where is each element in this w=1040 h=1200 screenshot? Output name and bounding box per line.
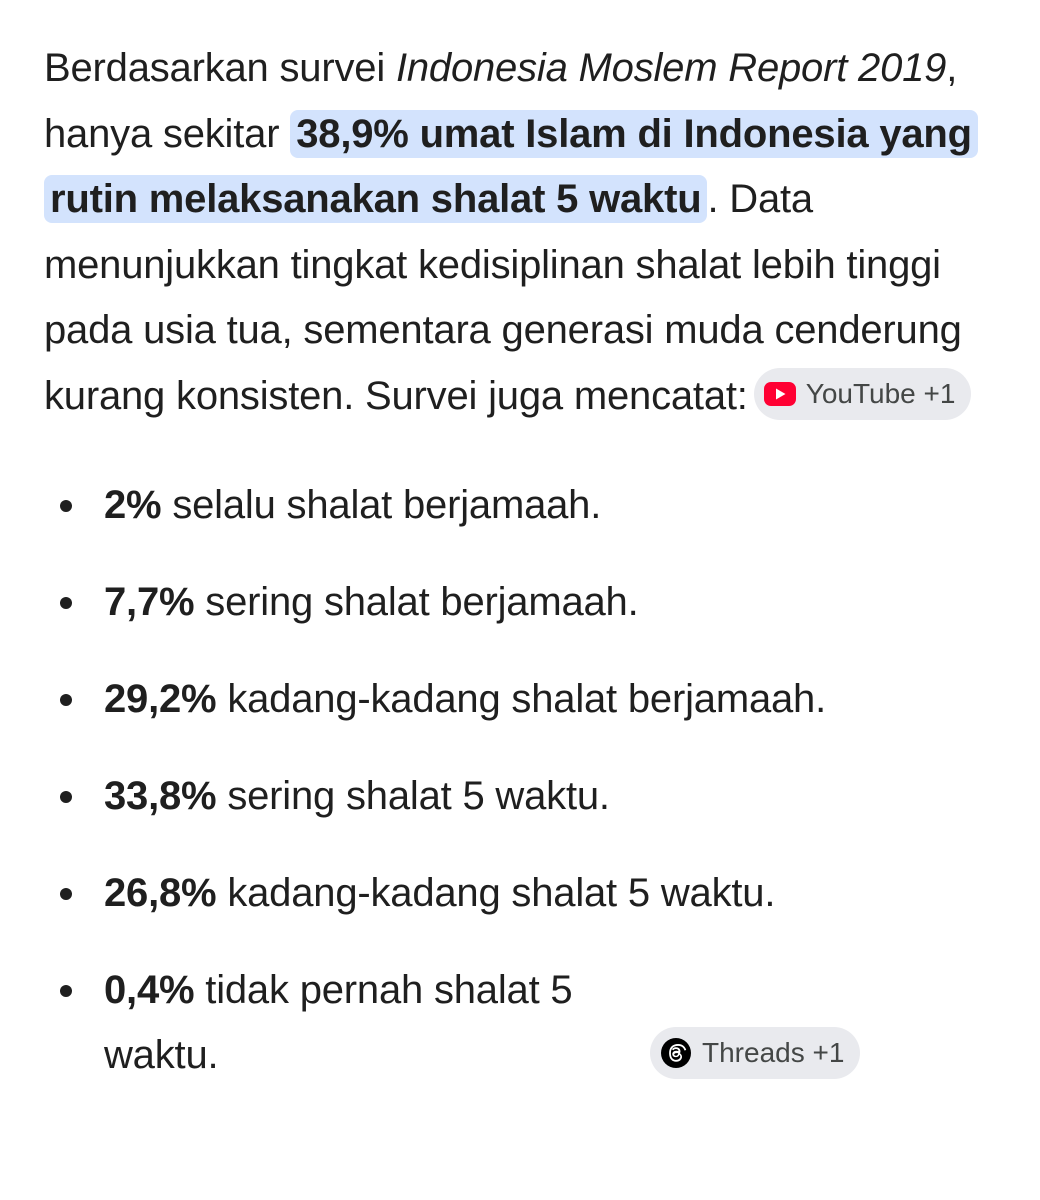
bullet-dot [60,888,72,900]
report-title: Indonesia Moslem Report 2019 [395,46,947,90]
list-item-value: 29,2% [104,677,217,721]
list-item [44,667,994,732]
statistics-list [44,473,994,1088]
list-item-text: sering shalat berjamaah. [194,580,639,624]
list-item [44,764,994,829]
list-item-text: sering shalat 5 waktu. [216,774,610,818]
list-item-value: 26,8% [104,871,217,915]
paragraph-text-3: . Data menunjukkan tingkat kedisiplinan shalat lebih tinggi pada usia tua, sementara generasi muda cenderung kurang konsisten. Survei juga mencatat: [44,177,962,418]
list-item-value: 2% [104,483,162,527]
list-item-text: selalu shalat berjamaah. [161,483,602,527]
list-item-value: 0,4% [104,968,195,1012]
list-item-body [104,958,644,1088]
list-item [44,958,994,1088]
bullet-dot [60,694,72,706]
threads-chip-label: Threads +1 [702,1037,845,1069]
list-item-text: kadang-kadang shalat 5 waktu. [216,871,776,915]
youtube-icon [764,382,796,406]
paragraph-text-2: , hanya sekitar [44,46,958,156]
list-item-text: tidak pernah shalat 5 waktu. [104,968,573,1077]
bullet-dot [60,985,72,997]
list-item [44,570,994,635]
intro-paragraph [44,36,994,429]
bullet-dot [60,791,72,803]
threads-source-chip[interactable] [650,1027,860,1079]
threads-icon [660,1037,692,1069]
list-item [44,473,994,538]
list-item [44,861,994,926]
bullet-dot [60,500,72,512]
highlighted-statistic[interactable]: 38,9% umat Islam di Indonesia yang rutin melaksanakan shalat 5 waktu [44,110,978,224]
youtube-chip-label: YouTube +1 [805,377,956,409]
paragraph-text-1: Berdasarkan survei [44,46,396,90]
bullet-dot [60,597,72,609]
list-item-text: kadang-kadang shalat berjamaah. [216,677,826,721]
list-item-value: 33,8% [104,774,217,818]
youtube-source-chip[interactable] [754,368,972,420]
response-content [44,36,994,1120]
list-item-value: 7,7% [104,580,195,624]
